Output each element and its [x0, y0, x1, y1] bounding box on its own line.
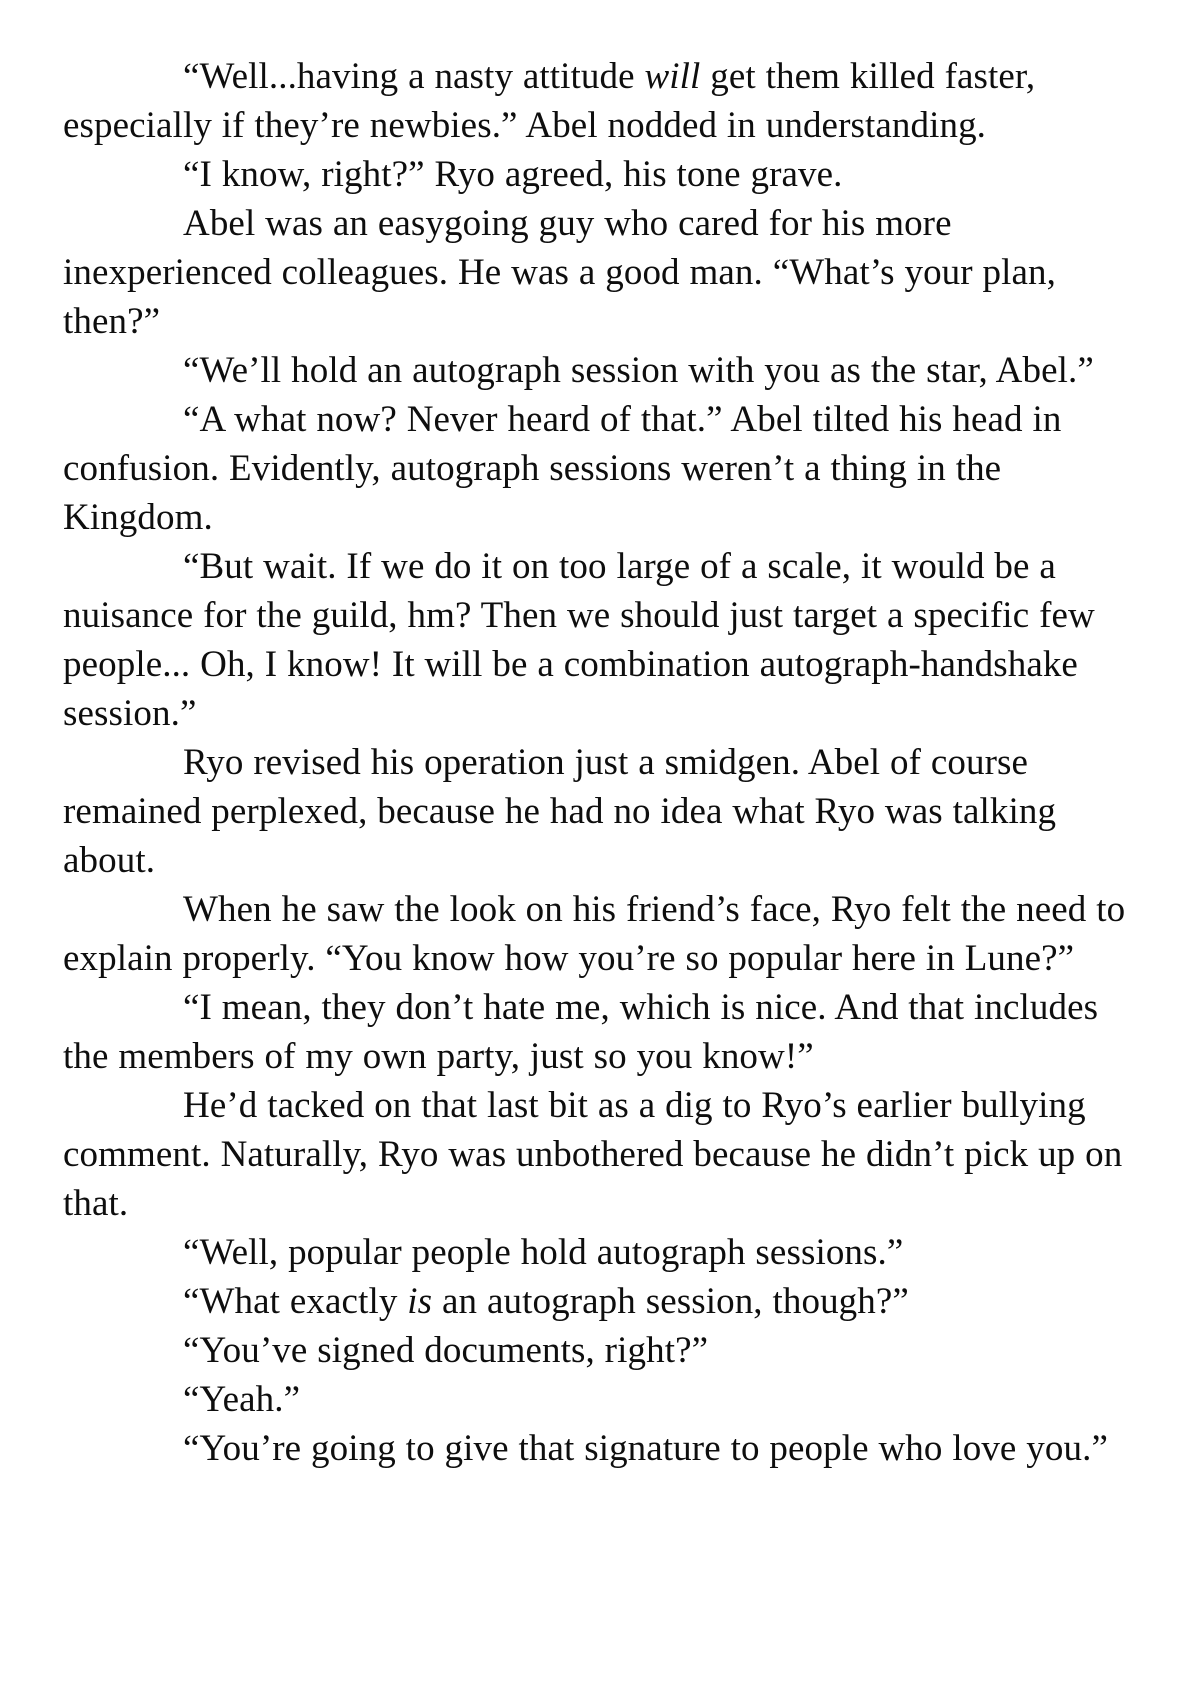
- paragraph-12: [63, 1277, 1130, 1326]
- body-text: “We’ll hold an autograph session with you as the star, Abel.”: [183, 350, 1094, 391]
- body-text: “Yeah.”: [183, 1379, 301, 1420]
- body-text: “I mean, they don’t hate me, which is nice. And that includes the members of my own party, just so you know!”: [63, 987, 1099, 1077]
- paragraph-10: [63, 1081, 1130, 1228]
- paragraph-4: [63, 346, 1130, 395]
- paragraph-11: [63, 1228, 1130, 1277]
- paragraph-8: [63, 885, 1130, 983]
- body-text: “A what now? Never heard of that.” Abel tilted his head in confusion. Evidently, autograph sessions weren’t a thing in the Kingdom.: [63, 399, 1062, 538]
- body-text: get them killed faster, especially if they’re newbies.” Abel nodded in understanding.: [63, 56, 1036, 146]
- body-text: an autograph session, though?”: [432, 1281, 909, 1322]
- body-text: “You’re going to give that signature to people who love you.”: [183, 1428, 1108, 1469]
- paragraph-13: [63, 1326, 1130, 1375]
- paragraph-15: [63, 1424, 1130, 1473]
- paragraph-7: [63, 738, 1130, 885]
- body-text: Ryo revised his operation just a smidgen. Abel of course remained perplexed, because he had no idea what Ryo was talking about.: [63, 742, 1057, 881]
- body-text: “But wait. If we do it on too large of a scale, it would be a nuisance for the guild, hm? Then we should just target a specific few people... Oh, I know! It will be a combination autograph-handshake session.”: [63, 546, 1095, 734]
- body-text: When he saw the look on his friend’s face, Ryo felt the need to explain properly. “You know how you’re so popular here in Lune?”: [63, 889, 1126, 979]
- paragraph-6: [63, 542, 1130, 738]
- body-text: “Well...having a nasty attitude: [183, 56, 645, 97]
- body-text: “What exactly: [183, 1281, 408, 1322]
- italic-text: is: [407, 1281, 433, 1322]
- body-text: He’d tacked on that last bit as a dig to Ryo’s earlier bullying comment. Naturally, Ryo was unbothered because he didn’t pick up on that.: [63, 1085, 1123, 1224]
- body-text: “I know, right?” Ryo agreed, his tone grave.: [183, 154, 843, 195]
- body-text: “You’ve signed documents, right?”: [183, 1330, 709, 1371]
- body-text: “Well, popular people hold autograph sessions.”: [183, 1232, 904, 1273]
- paragraph-5: [63, 395, 1130, 542]
- italic-text: will: [644, 56, 701, 97]
- paragraph-3: [63, 199, 1130, 346]
- paragraph-1: [63, 52, 1130, 150]
- paragraph-9: [63, 983, 1130, 1081]
- paragraph-14: [63, 1375, 1130, 1424]
- paragraph-2: [63, 150, 1130, 199]
- body-text: Abel was an easygoing guy who cared for his more inexperienced colleagues. He was a good man. “What’s your plan, then?”: [63, 203, 1056, 342]
